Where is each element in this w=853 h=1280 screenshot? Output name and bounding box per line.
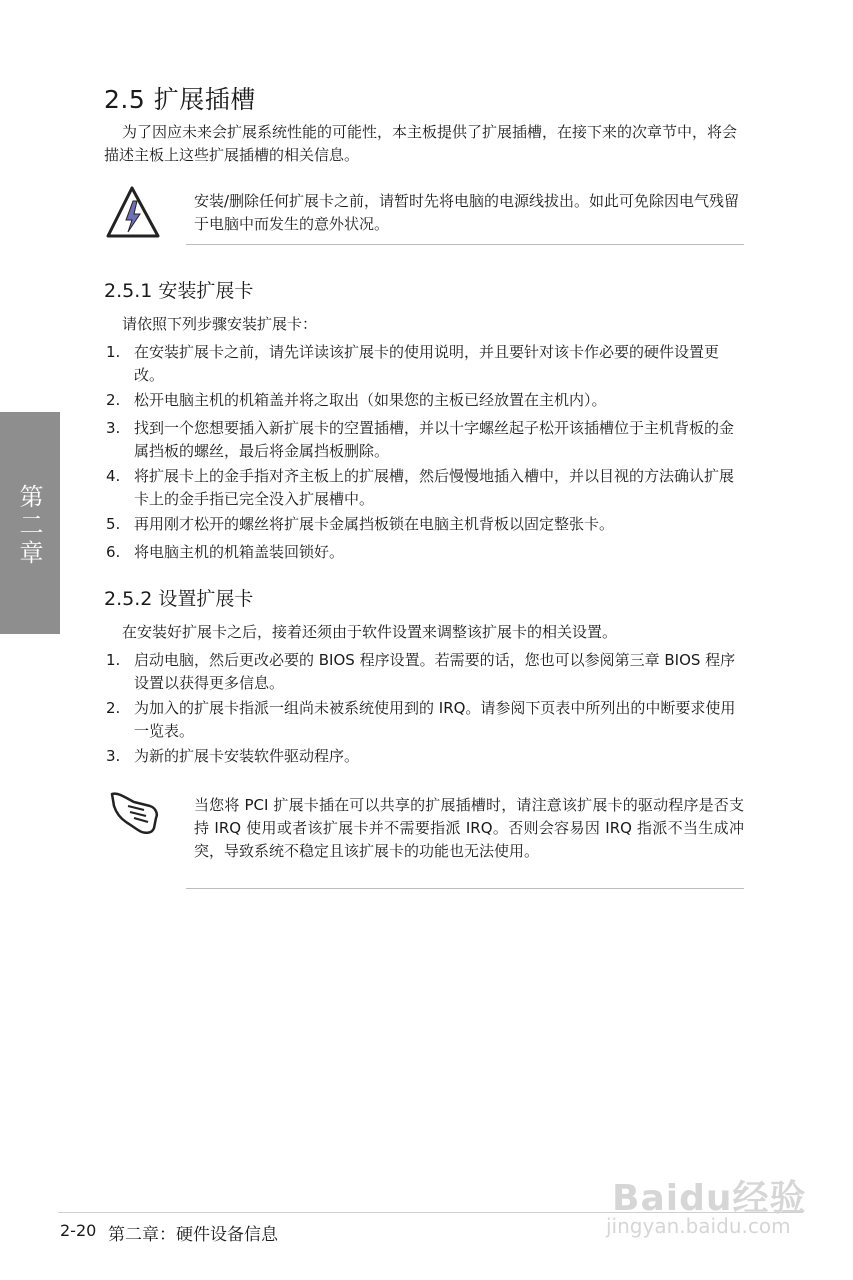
step-number: 3. xyxy=(106,747,121,765)
step-text: 将扩展卡上的金手指对齐主板上的扩展槽，然后慢慢地插入槽中，并以目视的方法确认扩展卡上的金手指已完全没入扩展槽中。 xyxy=(134,467,735,508)
subsection-1-title: 2.5.1 安装扩展卡 xyxy=(104,280,254,302)
step-number: 3. xyxy=(106,419,121,437)
section-intro: 为了因应未来会扩展系统性能的可能性，本主板提供了扩展插槽，在接下来的次章节中，将会描述主板上这些扩展插槽的相关信息。 xyxy=(104,123,738,164)
step-text: 为加入的扩展卡指派一组尚未被系统使用到的 IRQ。请参阅下页表中所列出的中断要求使用一览表。 xyxy=(134,699,736,740)
step-number: 2. xyxy=(106,391,121,409)
subsection-2-intro: 在安装好扩展卡之后，接着还须由于软件设置来调整该扩展卡的相关设置。 xyxy=(122,623,618,641)
chapter-side-tab xyxy=(0,412,60,634)
step-text: 松开电脑主机的机箱盖并将之取出（如果您的主板已经放置在主机内）。 xyxy=(134,391,607,409)
step-text: 在安装扩展卡之前，请先详读该扩展卡的使用说明，并且要针对该卡作必要的硬件设置更改。 xyxy=(134,343,720,384)
step-number: 2. xyxy=(106,699,121,717)
step-number: 5. xyxy=(106,515,121,533)
page-number: 2-20 xyxy=(60,1221,97,1240)
note-divider xyxy=(186,888,744,889)
note-hand-icon xyxy=(104,788,164,838)
watermark-logo: Baidu经验 xyxy=(612,1178,807,1219)
step-text: 再用刚才松开的螺丝将扩展卡金属挡板锁在电脑主机背板以固定整张卡。 xyxy=(134,515,615,533)
warning-text: 安装/删除任何扩展卡之前，请暂时先将电脑的电源线拔出。如此可免除因电气残留于电脑中而发生的意外状况。 xyxy=(194,192,740,233)
section-title: 2.5 扩展插槽 xyxy=(104,85,256,114)
step-number: 6. xyxy=(106,543,121,561)
step-text: 将电脑主机的机箱盖装回锁好。 xyxy=(134,543,345,561)
subsection-1-intro: 请依照下列步骤安装扩展卡： xyxy=(122,315,318,333)
chapter-side-tab-label: 第二章 xyxy=(15,484,43,568)
subsection-2-title: 2.5.2 设置扩展卡 xyxy=(104,588,254,610)
warning-icon xyxy=(104,184,164,244)
step-text: 启动电脑，然后更改必要的 BIOS 程序设置。若需要的话，您也可以参阅第三章 BIOS 程序设置以获得更多信息。 xyxy=(134,651,736,692)
watermark-url: jingyan.baidu.com xyxy=(606,1214,791,1238)
step-number: 1. xyxy=(106,343,121,361)
step-number: 4. xyxy=(106,467,121,485)
step-number: 1. xyxy=(106,651,121,669)
warning-divider xyxy=(186,244,744,245)
step-text: 找到一个您想要插入新扩展卡的空置插槽，并以十字螺丝起子松开该插槽位于主机背板的金属挡板的螺丝，最后将金属挡板删除。 xyxy=(134,419,735,460)
footer-chapter-title: 第二章：硬件设备信息 xyxy=(108,1225,278,1245)
step-text: 为新的扩展卡安装软件驱动程序。 xyxy=(134,747,360,765)
note-text: 当您将 PCI 扩展卡插在可以共享的扩展插槽时，请注意该扩展卡的驱动程序是否支持 IRQ 使用或者该扩展卡并不需要指派 IRQ。否则会容易因 IRQ 指派不当生成冲突，导致系统不稳定且该扩展卡的功能也无法使用。 xyxy=(194,796,744,860)
